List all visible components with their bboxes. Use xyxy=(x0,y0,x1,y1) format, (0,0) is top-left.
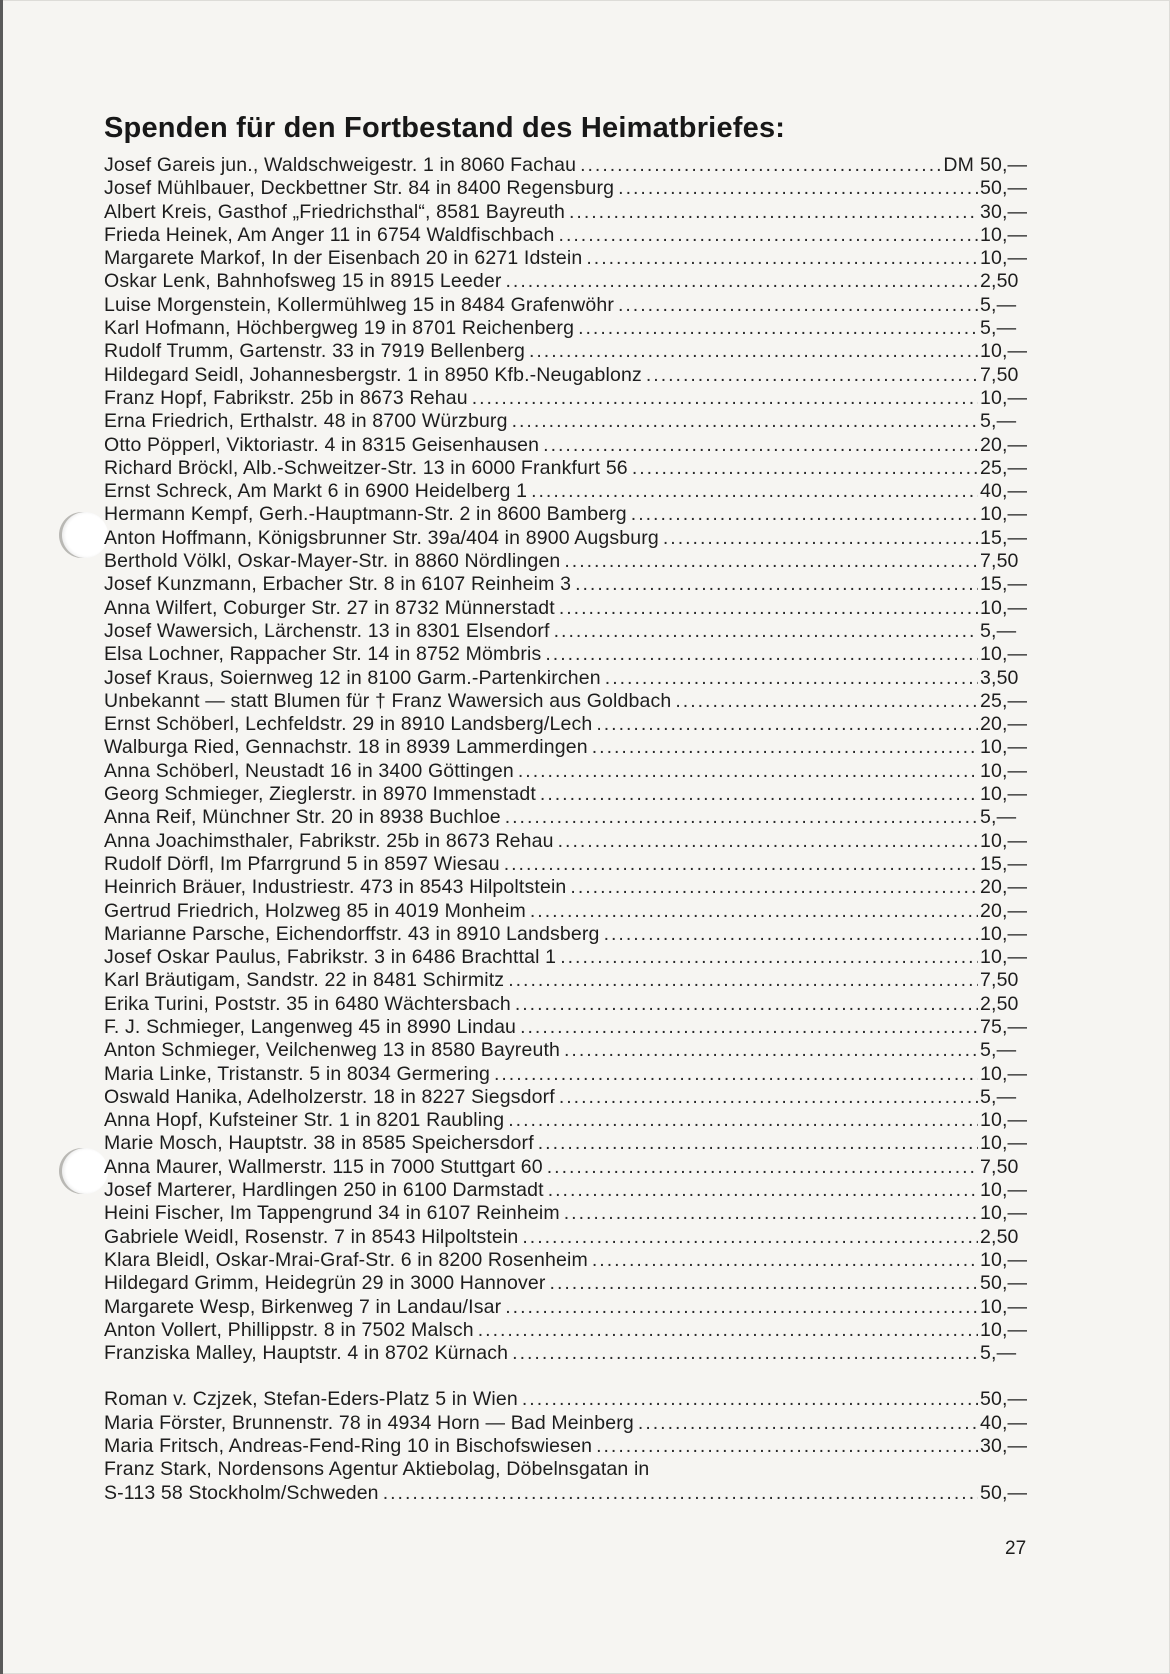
donation-amount: 20,— xyxy=(980,876,1028,899)
dot-leader xyxy=(522,1226,978,1249)
donor-entry xyxy=(104,760,1030,783)
donor-name: Rudolf Trumm, Gartenstr. 33 in 7919 Bellenberg xyxy=(104,340,525,363)
donor-entry xyxy=(104,1156,1030,1179)
donation-amount: 7,50 xyxy=(980,550,1019,573)
donor-name: Josef Wawersich, Lärchenstr. 13 in 8301 Elsendorf xyxy=(104,619,550,642)
donor-entry xyxy=(104,1319,1030,1342)
donation-amount: 10,— xyxy=(980,503,1028,526)
donation-amount: 10,— xyxy=(980,1109,1028,1132)
donor-name: Frieda Heinek, Am Anger 11 in 6754 Waldfischbach xyxy=(104,223,555,246)
donor-entry xyxy=(104,620,1030,643)
dot-leader xyxy=(383,1482,978,1505)
dot-leader xyxy=(564,550,978,573)
donor-name: S-113 58 Stockholm/Schweden xyxy=(104,1481,379,1504)
donation-amount: 5,— xyxy=(980,1039,1017,1062)
donation-amount: 5,— xyxy=(980,619,1017,642)
donor-name: Hermann Kempf, Gerh.-Hauptmann-Str. 2 in 8600 Bamberg xyxy=(104,503,627,526)
donation-amount: 10,— xyxy=(980,922,1028,945)
donor-name: Otto Pöpperl, Viktoriastr. 4 in 8315 Geisenhausen xyxy=(104,433,540,456)
donor-name: Margarete Wesp, Birkenweg 7 in Landau/Isar xyxy=(104,1295,502,1318)
donation-amount: 5,— xyxy=(980,410,1017,433)
donor-name: Gabriele Weidl, Rosenstr. 7 in 8543 Hilpoltstein xyxy=(104,1225,519,1248)
donation-amount: 20,— xyxy=(980,899,1028,922)
donation-amount: 10,— xyxy=(980,247,1028,270)
donation-amount: 10,— xyxy=(980,1295,1028,1318)
donation-amount: 10,— xyxy=(980,736,1028,759)
donor-entry xyxy=(104,247,1030,270)
donor-name: Maria Fritsch, Andreas-Fend-Ring 10 in Bischofswiesen xyxy=(104,1435,593,1458)
dot-leader xyxy=(618,294,978,317)
dot-leader xyxy=(559,224,978,247)
donor-entry xyxy=(104,503,1030,526)
donor-name: Anna Maurer, Wallmerstr. 115 in 7000 Stuttgart 60 xyxy=(104,1155,543,1178)
donor-name: Karl Bräutigam, Sandstr. 22 in 8481 Schirmitz xyxy=(104,969,505,992)
donor-name: Josef Mühlbauer, Deckbettner Str. 84 in 8400 Regensburg xyxy=(104,177,615,200)
donor-entry xyxy=(104,923,1030,946)
donation-amount: 25,— xyxy=(980,456,1028,479)
donor-entry xyxy=(104,597,1030,620)
donor-entry xyxy=(104,1202,1030,1225)
dot-leader xyxy=(530,900,978,923)
donation-amount: 40,— xyxy=(980,1411,1028,1434)
donor-name: Josef Gareis jun., Waldschweigestr. 1 in 8060 Fachau xyxy=(104,154,577,176)
donor-name: Heinrich Bräuer, Industriestr. 473 in 8543 Hilpoltstein xyxy=(104,876,567,899)
donor-name: Anton Schmieger, Veilchenweg 13 in 8580 Bayreuth xyxy=(104,1039,561,1062)
donation-amount: 10,— xyxy=(980,1248,1028,1271)
donor-entry xyxy=(104,1226,1030,1249)
donor-entry xyxy=(104,294,1030,317)
donation-amount: 10,— xyxy=(980,643,1028,666)
donor-name: Erika Turini, Poststr. 35 in 6480 Wächtersbach xyxy=(104,992,511,1015)
donor-entry xyxy=(104,201,1030,224)
donor-entry xyxy=(104,410,1030,433)
donor-name: Franz Hopf, Fabrikstr. 25b in 8673 Rehau xyxy=(104,386,468,409)
donation-amount: 20,— xyxy=(980,713,1028,736)
currency-label: DM xyxy=(943,154,974,176)
donor-entry xyxy=(104,527,1030,550)
donor-name: Anna Hopf, Kufsteiner Str. 1 in 8201 Raubling xyxy=(104,1109,505,1132)
donor-entry xyxy=(104,457,1030,480)
donor-entry xyxy=(104,736,1030,759)
donation-amount: 50,— xyxy=(980,1481,1028,1504)
donation-amount: 10,— xyxy=(980,759,1028,782)
donor-name: Ernst Schöberl, Lechfeldstr. 29 in 8910 Landsberg/Lech xyxy=(104,713,593,736)
dot-leader xyxy=(558,830,978,853)
donation-amount: 50,— xyxy=(980,1272,1028,1295)
donation-amount: 15,— xyxy=(980,526,1028,549)
donor-entry xyxy=(104,434,1030,457)
donor-entry xyxy=(104,667,1030,690)
dot-leader xyxy=(596,713,978,736)
punch-hole xyxy=(62,512,108,558)
donor-name: Oskar Lenk, Bahnhofsweg 15 in 8915 Leeder xyxy=(104,270,502,293)
dot-leader xyxy=(505,1296,978,1319)
donor-entry xyxy=(104,340,1030,363)
dot-leader xyxy=(618,177,978,200)
dot-leader xyxy=(522,1388,978,1411)
donor-name: Josef Oskar Paulus, Fabrikstr. 3 in 6486 Brachttal 1 xyxy=(104,946,557,969)
donor-name: Erna Friedrich, Erthalstr. 48 in 8700 Würzburg xyxy=(104,410,508,433)
dot-leader xyxy=(515,993,978,1016)
donor-entry xyxy=(104,993,1030,1016)
donation-amount: 3,50 xyxy=(980,666,1019,689)
dot-leader xyxy=(520,1016,978,1039)
donor-entry xyxy=(104,1435,1030,1458)
donation-amount: 10,— xyxy=(980,1062,1028,1085)
donor-name: Josef Marterer, Hardlingen 250 in 6100 Darmstadt xyxy=(104,1179,544,1202)
dot-leader xyxy=(548,1179,978,1202)
donor-name: Hildegard Grimm, Heidegrün 29 in 3000 Hannover xyxy=(104,1272,546,1295)
donation-list-section xyxy=(104,110,1030,1505)
donation-amount: 40,— xyxy=(980,480,1028,503)
donation-amount: 30,— xyxy=(980,200,1028,223)
dot-leader xyxy=(580,154,941,177)
donor-entry xyxy=(104,1249,1030,1272)
donation-amount: 10,— xyxy=(980,386,1028,409)
donation-amount: 15,— xyxy=(980,852,1028,875)
donor-entry xyxy=(104,270,1030,293)
dot-leader xyxy=(559,597,978,620)
punch-hole xyxy=(62,1148,108,1194)
donation-amount: 5,— xyxy=(980,293,1017,316)
dot-leader xyxy=(632,457,978,480)
donor-entry xyxy=(104,806,1030,829)
donor-name: Anna Schöberl, Neustadt 16 in 3400 Göttingen xyxy=(104,759,514,782)
donation-amount: 50,— xyxy=(980,177,1028,200)
list-separator xyxy=(104,1365,1030,1388)
dot-leader xyxy=(596,1435,978,1458)
donor-name: Anna Wilfert, Coburger Str. 27 in 8732 Münnerstadt xyxy=(104,596,555,619)
donor-entry xyxy=(104,1109,1030,1132)
donor-entry xyxy=(104,154,1030,177)
dot-leader xyxy=(547,1156,978,1179)
donation-amount: 7,50 xyxy=(980,1155,1019,1178)
donor-name: Maria Förster, Brunnenstr. 78 in 4934 Horn — Bad Meinberg xyxy=(104,1411,634,1434)
donor-entry xyxy=(104,1016,1030,1039)
donor-entry xyxy=(104,946,1030,969)
dot-leader xyxy=(494,1063,978,1086)
dot-leader xyxy=(631,503,978,526)
dot-leader xyxy=(512,410,978,433)
donation-amount: 10,— xyxy=(980,340,1028,363)
dot-leader xyxy=(559,1086,978,1109)
donation-amount: 2,50 xyxy=(980,270,1019,293)
dot-leader xyxy=(538,1132,978,1155)
donor-name: Anna Joachimsthaler, Fabrikstr. 25b in 8673 Rehau xyxy=(104,829,554,852)
dot-leader xyxy=(638,1412,978,1435)
donation-amount: 20,— xyxy=(980,433,1028,456)
dot-leader xyxy=(675,690,978,713)
donation-amount: 25,— xyxy=(980,689,1028,712)
dot-leader xyxy=(478,1319,978,1342)
dot-leader xyxy=(504,853,978,876)
donor-name: Elsa Lochner, Rappacher Str. 14 in 8752 Mömbris xyxy=(104,643,542,666)
donor-entry xyxy=(104,1388,1030,1411)
donation-amount: 10,— xyxy=(980,596,1028,619)
donation-amount: 10,— xyxy=(980,946,1028,969)
donor-name: Anton Hoffmann, Königsbrunner Str. 39a/404 in 8900 Augsburg xyxy=(104,526,659,549)
page-number: 27 xyxy=(1005,1538,1027,1559)
dot-leader xyxy=(506,270,978,293)
dot-leader xyxy=(592,736,978,759)
donor-name: Marie Mosch, Hauptstr. 38 in 8585 Speichersdorf xyxy=(104,1132,534,1155)
donation-amount: 10,— xyxy=(980,829,1028,852)
dot-leader xyxy=(570,876,978,899)
donation-amount: 10,— xyxy=(980,1179,1028,1202)
donor-name: Marianne Parsche, Eichendorffstr. 43 in 8910 Landsberg xyxy=(104,922,600,945)
donor-name: Anton Vollert, Phillippstr. 8 in 7502 Malsch xyxy=(104,1318,474,1341)
donor-name: Richard Bröckl, Alb.-Schweitzer-Str. 13 in 6000 Frankfurt 56 xyxy=(104,456,628,479)
dot-leader xyxy=(564,1039,978,1062)
donation-amount: 15,— xyxy=(980,573,1028,596)
dot-leader xyxy=(505,806,978,829)
donation-amount: 5,— xyxy=(980,1342,1017,1365)
donor-name: Rudolf Dörfl, Im Pfarrgrund 5 in 8597 Wiesau xyxy=(104,852,500,875)
donor-name: Anna Reif, Münchner Str. 20 in 8938 Buchloe xyxy=(104,806,501,829)
dot-leader xyxy=(663,527,978,550)
dot-leader xyxy=(575,573,978,596)
donor-entry xyxy=(104,1412,1030,1435)
donor-name: Unbekannt — statt Blumen für † Franz Wawersich aus Goldbach xyxy=(104,689,672,712)
donor-name: F. J. Schmieger, Langenweg 45 in 8990 Lindau xyxy=(104,1015,517,1038)
donor-entry xyxy=(104,550,1030,573)
donor-name: Hildegard Seidl, Johannesbergstr. 1 in 8950 Kfb.-Neugablonz xyxy=(104,363,642,386)
donor-name: Georg Schmieger, Zieglerstr. in 8970 Immenstadt xyxy=(104,783,536,806)
donor-name: Berthold Völkl, Oskar-Mayer-Str. in 8860 Nördlingen xyxy=(104,550,561,573)
dot-leader xyxy=(529,340,978,363)
dot-leader xyxy=(560,946,978,969)
donor-name: Gertrud Friedrich, Holzweg 85 in 4019 Monheim xyxy=(104,899,526,922)
donor-entry xyxy=(104,317,1030,340)
donation-amount: 30,— xyxy=(980,1435,1028,1458)
donor-name: Heini Fischer, Im Tappengrund 34 in 6107 Reinheim xyxy=(104,1202,560,1225)
donor-entry xyxy=(104,1296,1030,1319)
donation-amount: 10,— xyxy=(980,1318,1028,1341)
donor-entry xyxy=(104,1272,1030,1295)
dot-leader xyxy=(604,923,978,946)
donor-name: Maria Linke, Tristanstr. 5 in 8034 Germering xyxy=(104,1062,490,1085)
dot-leader xyxy=(545,643,978,666)
donor-entry xyxy=(104,177,1030,200)
donor-entry-multiline-second xyxy=(104,1482,1030,1505)
donation-amount: 7,50 xyxy=(980,363,1019,386)
donor-entry xyxy=(104,853,1030,876)
donation-amount: 10,— xyxy=(980,223,1028,246)
dot-leader xyxy=(472,387,978,410)
donor-entry-multiline-first xyxy=(104,1458,1030,1481)
donor-entry xyxy=(104,480,1030,503)
donor-entry xyxy=(104,1132,1030,1155)
donation-amount: 50,— xyxy=(980,1388,1028,1411)
dot-leader xyxy=(592,1249,978,1272)
donation-amount: 5,— xyxy=(980,806,1017,829)
donation-amount: 2,50 xyxy=(980,992,1019,1015)
donor-entry xyxy=(104,1039,1030,1062)
donation-amount: 50,— xyxy=(980,154,1028,176)
donation-amount: 75,— xyxy=(980,1015,1028,1038)
donor-name: Josef Kunzmann, Erbacher Str. 8 in 6107 Reinheim 3 xyxy=(104,573,572,596)
donor-list-abroad xyxy=(104,1388,1030,1458)
donor-entry xyxy=(104,643,1030,666)
donor-entry xyxy=(104,830,1030,853)
donor-name: Franziska Malley, Hauptstr. 4 in 8702 Kürnach xyxy=(104,1342,509,1365)
donor-name: Josef Kraus, Soiernweg 12 in 8100 Garm.-Partenkirchen xyxy=(104,666,601,689)
donor-entry xyxy=(104,1179,1030,1202)
donor-name: Karl Hofmann, Höchbergweg 19 in 8701 Reichenberg xyxy=(104,317,575,340)
dot-leader xyxy=(554,620,978,643)
donor-entry xyxy=(104,1086,1030,1109)
dot-leader xyxy=(508,969,978,992)
dot-leader xyxy=(550,1272,978,1295)
donor-entry xyxy=(104,573,1030,596)
donor-entry xyxy=(104,1063,1030,1086)
donor-name: Ernst Schreck, Am Markt 6 in 6900 Heidelberg 1 xyxy=(104,480,528,503)
donor-entry xyxy=(104,713,1030,736)
donation-amount: 10,— xyxy=(980,1132,1028,1155)
donor-entry xyxy=(104,969,1030,992)
donation-amount: 7,50 xyxy=(980,969,1019,992)
donor-entry xyxy=(104,900,1030,923)
binding-edge xyxy=(0,0,3,1674)
donor-entry xyxy=(104,876,1030,899)
donation-amount: 10,— xyxy=(980,783,1028,806)
donor-name: Albert Kreis, Gasthof „Friedrichsthal“, 8581 Bayreuth xyxy=(104,200,565,223)
donor-name: Luise Morgenstein, Kollermühlweg 15 in 8484 Grafenwöhr xyxy=(104,293,614,316)
donor-list xyxy=(104,154,1030,1365)
dot-leader xyxy=(605,667,978,690)
donor-entry xyxy=(104,690,1030,713)
dot-leader xyxy=(564,1202,978,1225)
donation-amount: 5,— xyxy=(980,1085,1017,1108)
donation-amount: 10,— xyxy=(980,1202,1028,1225)
donor-name: Klara Bleidl, Oskar-Mrai-Graf-Str. 6 in 8200 Rosenheim xyxy=(104,1248,588,1271)
donor-entry xyxy=(104,387,1030,410)
dot-leader xyxy=(569,201,978,224)
donation-amount: 2,50 xyxy=(980,1225,1019,1248)
dot-leader xyxy=(518,760,978,783)
dot-leader xyxy=(508,1109,978,1132)
donor-name: Franz Stark, Nordensons Agentur Aktiebolag, Döbelnsgatan in xyxy=(104,1458,650,1481)
donor-entry xyxy=(104,224,1030,247)
dot-leader xyxy=(540,783,978,806)
dot-leader xyxy=(586,247,978,270)
dot-leader xyxy=(578,317,978,340)
donor-name: Roman v. Czjzek, Stefan-Eders-Platz 5 in Wien xyxy=(104,1388,518,1411)
dot-leader xyxy=(646,364,978,387)
donor-name: Oswald Hanika, Adelholzerstr. 18 in 8227 Siegsdorf xyxy=(104,1085,555,1108)
donor-entry xyxy=(104,364,1030,387)
dot-leader xyxy=(512,1342,978,1365)
section-heading: Spenden für den Fortbestand des Heimatbriefes: xyxy=(104,112,786,144)
dot-leader xyxy=(543,434,978,457)
donor-entry xyxy=(104,1342,1030,1365)
dot-leader xyxy=(531,480,978,503)
donor-name: Margarete Markof, In der Eisenbach 20 in 6271 Idstein xyxy=(104,247,583,270)
donor-entry xyxy=(104,783,1030,806)
donor-name: Walburga Ried, Gennachstr. 18 in 8939 Lammerdingen xyxy=(104,736,588,759)
donation-amount: 5,— xyxy=(980,317,1017,340)
